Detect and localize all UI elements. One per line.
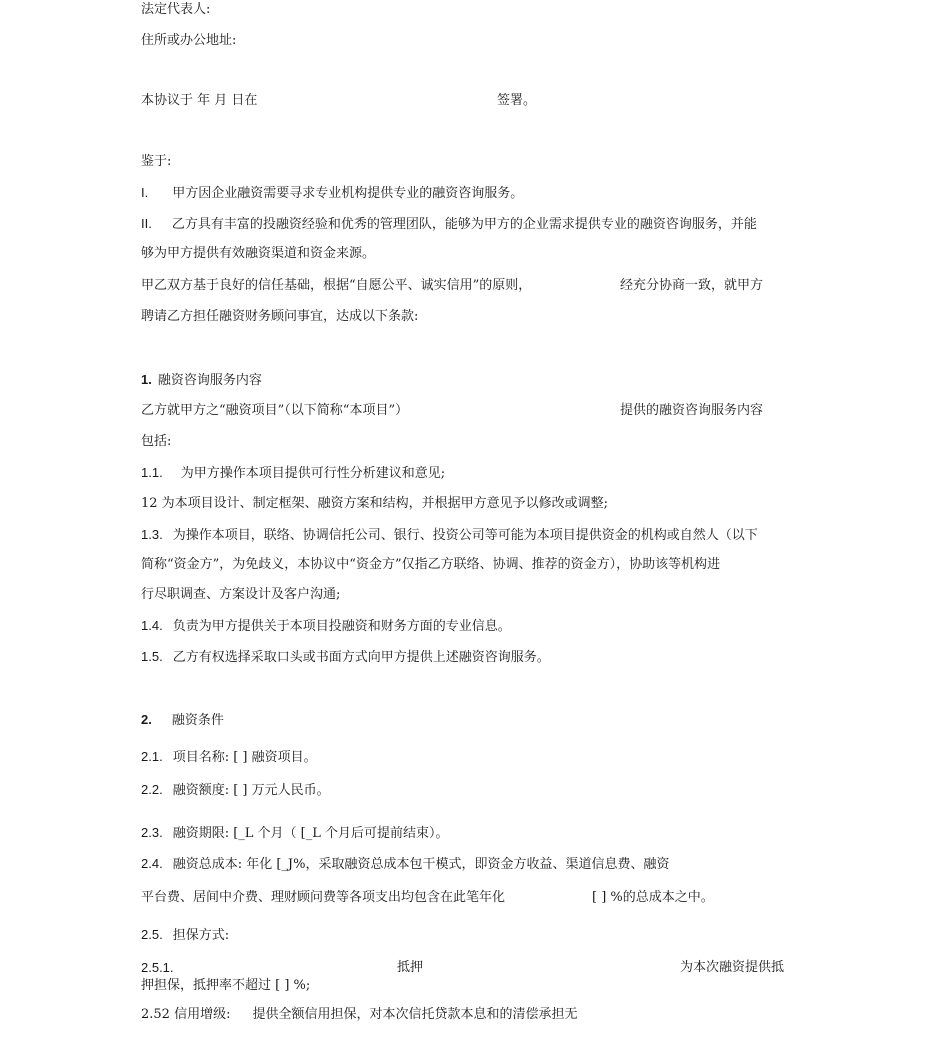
recital-1-number: I. — [141, 185, 149, 200]
clause-2-3-number: 2.3. — [141, 825, 163, 840]
recital-1 — [141, 185, 523, 202]
clause-1-1-text: 为甲方操作本项目提供可行性分析建议和意见; — [180, 466, 446, 481]
clause-2-5-1-number: 2.5.1. — [141, 960, 174, 975]
clause-1-3-text: 为操作本项目，联络、协调信托公司、银行、投资公司等可能为本项目提供资金的机构或自然人（以下 — [172, 528, 758, 543]
clause-2-2-text: 融资额度: [ ] 万元人民币。 — [172, 783, 330, 798]
section-1-heading — [141, 372, 262, 389]
signing-date-place: 本协议于 年 月 日在 — [141, 93, 258, 108]
clause-2-2 — [141, 782, 330, 799]
recital-2-continued: 够为甲方提供有效融资渠道和资金来源。 — [141, 246, 376, 261]
clause-2-5-2-number: 2.52 信用增级: — [141, 1007, 231, 1022]
clause-2-4-text: 融资总成本: 年化 [_J%，采取融资总成本包干模式，即资金方收益、渠道信息费、融资 — [172, 857, 670, 872]
clause-2-3-text: 融资期限: [_L 个月（ [_L 个月后可提前结束）。 — [172, 826, 449, 841]
basis-paragraph-continued: 聘请乙方担任融资财务顾问事宜，达成以下条款: — [141, 309, 419, 324]
clause-1-4-number: 1.4. — [141, 618, 163, 633]
clause-2-1-text: 项目名称: [ ] 融资项目。 — [172, 750, 317, 765]
basis-paragraph-right: 经充分协商一致，就甲方 — [620, 278, 764, 293]
clause-1-3-continued-1: 简称“资金方”，为免歧义，本协议中“资金方”仅指乙方联络、协调、推荐的资金方），协助该等机构进 — [141, 557, 721, 572]
clause-2-5-2 — [141, 1007, 577, 1023]
whereas-heading: 鉴于: — [141, 154, 172, 169]
clause-1-2: 12 为本项目设计、制定框架、融资方案和结构，并根据甲方意见予以修改或调整; — [141, 496, 609, 511]
address-label: 住所或办公地址: — [141, 33, 237, 48]
clause-2-5 — [141, 927, 229, 944]
clause-1-3-number: 1.3. — [141, 527, 163, 542]
clause-1-4 — [141, 618, 511, 635]
section-1-intro-right: 提供的融资咨询服务内容 — [620, 403, 764, 418]
section-1-title: 融资咨询服务内容 — [157, 373, 262, 388]
clause-2-5-number: 2.5. — [141, 927, 163, 942]
clause-1-3 — [141, 527, 758, 544]
clause-1-3-continued-2: 行尽职调查、方案设计及客户沟通; — [141, 587, 341, 602]
basis-paragraph: 甲乙双方基于良好的信任基础，根据“自愿公平、诚实信用”的原则， — [141, 278, 532, 293]
clause-2-4-number: 2.4. — [141, 856, 163, 871]
clause-2-5-text: 担保方式: — [172, 928, 230, 943]
recital-2-text: 乙方具有丰富的投融资经验和优秀的管理团队，能够为甲方的企业需求提供专业的融资咨询服务，并能 — [171, 217, 757, 232]
clause-1-1 — [141, 465, 445, 482]
section-2-heading — [141, 712, 224, 729]
section-1-number: 1. — [141, 372, 152, 387]
section-1-intro-continued: 包括: — [141, 434, 172, 449]
section-1-intro: 乙方就甲方之“融资项目”（以下简称“本项目”） — [141, 403, 409, 418]
clause-1-5-text: 乙方有权选择采取口头或书面方式向甲方提供上述融资咨询服务。 — [172, 650, 550, 665]
clause-2-1 — [141, 749, 317, 766]
recital-1-text: 甲方因企业融资需要寻求专业机构提供专业的融资咨询服务。 — [172, 186, 524, 201]
clause-2-1-number: 2.1. — [141, 749, 163, 764]
clause-1-4-text: 负责为甲方提供关于本项目投融资和财务方面的专业信息。 — [172, 619, 511, 634]
clause-2-5-1-continued: 押担保，抵押率不超过 [ ] %; — [141, 978, 311, 993]
signing-suffix: 签署。 — [497, 93, 537, 108]
clause-2-2-number: 2.2. — [141, 782, 163, 797]
clause-2-5-1-mortgage: 抵押 — [397, 960, 424, 975]
recital-2-number: II. — [141, 216, 152, 231]
clause-2-4 — [141, 856, 669, 873]
clause-2-5-1-right: 为本次融资提供抵 — [680, 960, 785, 975]
clause-2-5-2-text: 提供全额信用担保，对本次信托贷款本息和的清偿承担无 — [252, 1007, 578, 1022]
clause-2-3 — [141, 825, 449, 842]
clause-2-4-continued-right: [ ] %的总成本之中。 — [592, 890, 714, 905]
section-2-title: 融资条件 — [171, 713, 224, 728]
legal-representative-label: 法定代表人: — [141, 2, 211, 17]
recital-2 — [141, 216, 757, 233]
clause-1-5 — [141, 649, 550, 666]
clause-2-4-continued: 平台费、居间中介费、理财顾问费等各项支出均包含在此笔年化 — [141, 890, 506, 905]
clause-1-1-number: 1.1. — [141, 465, 163, 480]
clause-1-5-number: 1.5. — [141, 649, 163, 664]
signing-line — [141, 93, 257, 109]
section-2-number: 2. — [141, 712, 152, 727]
